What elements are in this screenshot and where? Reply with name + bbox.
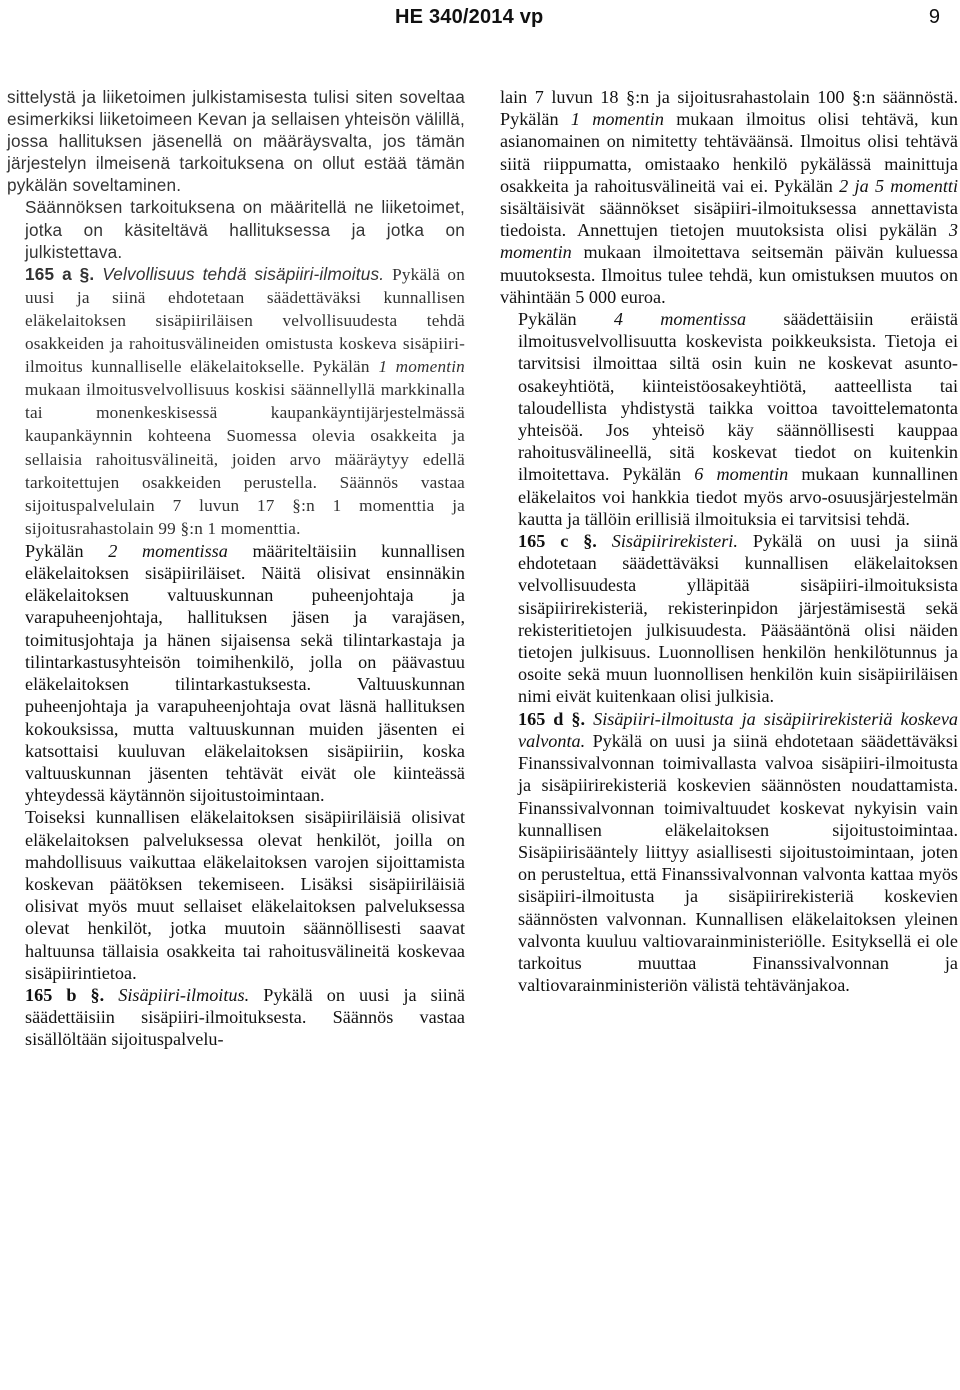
left-column — [7, 86, 465, 1051]
section-number: 165 a §. — [25, 263, 95, 284]
paragraph: Pykälän 4 momentissa säädettäisiin eräistä ilmoitusvelvollisuutta koskevista poikkeuksista. Tietoja ei tarvitsisi ilmoittaa siltä osin kuin ne koskevat asunto-osakeyhtiötä, kiinteistöosakeyhtiötä, aatteellista tai taloudellista yhdistystä taikka voittoa tavoittelematonta yhteisöä. Jos yhteisö käy säännöllisesti kauppaa rahoitusvälineellä, sitä koskevat tiedot on kuitenkin ilmoitettava. Pykälän 6 momentin mukaan kunnallinen eläkelaitos voi hankkia tiedot myös arvo-osuusjärjestelmän kautta ja tällöin erillisiä ilmoituksia ei tarvitsisi tehdä. — [518, 309, 959, 529]
section-number: 165 d §. — [518, 708, 586, 729]
section-number: 165 b §. — [25, 984, 105, 1005]
section-title: Sisäpiiri-ilmoitusta ja sisäpiirirekisteriä koskeva valvonta. — [518, 708, 958, 751]
paragraph: sittelystä ja liiketoimen julkistamisesta tulisi siten soveltaa esimerkiksi liiketoimeen Kevan ja sellaisen yhteisön välillä, jossa hallituksen jäsenellä on määräysvalta, jos tämän järjestelyn ilmeisenä tarkoituksena on ollut estää tämän pykälän soveltaminen. — [7, 87, 465, 196]
section-title: Sisäpiiri-ilmoitus. — [118, 984, 250, 1005]
paragraph: Säännöksen tarkoituksena on määritellä ne liiketoimet, jotka on käsiteltävä hallituksessa ja jotka on julkistettava. — [25, 197, 465, 262]
paragraph: lain 7 luvun 18 §:n ja sijoitusrahastolain 100 §:n säännöstä. Pykälän 1 momentin mukaan ilmoitus olisi tehtävä, kun asianomainen on nimitetty tehtäväänsä. Ilmoitus olisi tehtävä siitä riippumatta, omistaako henkilö pykälässä mainittuja osakkeita ja rahoitusvälineitä vai ei. Pykälän 2 ja 5 momentti sisältäisivät säännökset sisäpiiri-ilmoituksessa annettavista tiedoista. Annettujen tietojen muutoksista olisi pykälän 3 momentin mukaan ilmoitettava seitsemän päivän kuluessa muutoksesta. Ilmoitus tulee tehdä, kun omistuksen muutos on vähintään 5 000 euroa. — [500, 87, 959, 307]
section-165a: 165 a §. Velvollisuus tehdä sisäpiiri-ilmoitus. Pykälä on uusi ja siinä ehdotetaan säädettäväksi kunnallisen eläkelaitoksen sisäpiiriläisen velvollisuudesta tehdä osakkeiden ja rahoitusvälineiden omistusta koskeva sisäpiiri-ilmoitus kunnalliselle eläkelaitokselle. Pykälän 1 momentin mukaan ilmoitusvelvollisuus koskisi säännellyllä markkinalla tai monenkeskisessä kaupankäyntijärjestelmässä kaupankäynnin kohteena Suomessa olevia osakkeita ja sellaisia rahoitusvälineitä, joiden arvo määräytyy edellä tarkoitettujen osakkeiden perustella. Säännös vastaa sijoituspalvelulain 7 luvun 17 §:n 1 momenttia ja sijoitusrahastolain 99 §:n 1 momenttia. — [25, 263, 465, 538]
section-165b: 165 b §. Sisäpiiri-ilmoitus. Pykälä on uusi ja siinä säädettäisiin sisäpiiri-ilmoituksesta. Säännös vastaa sisällöltään sijoituspalvelu- — [25, 984, 465, 1050]
section-165d: 165 d §. Sisäpiiri-ilmoitusta ja sisäpiirirekisteriä koskeva valvonta. Pykälä on uusi ja siinä ehdotetaan säädettäväksi Finanssivalvonnan toimivallasta valvoa sisäpiiri-ilmoitusta ja sisäpiirirekisteriä koskevien säännösten noudattamista. Finanssivalvonnan toimivaltuudet koskevat nykyisin vain kunnallisen eläkelaitoksen sijoitustoimintaa. Sisäpiirisääntely liittyy asiallisesti sijoitustoimintaan, joten on perusteltua, että Finanssivalvonnan valvonta kattaa myös sisäpiiri-ilmoitusta ja sisäpiirirekisteriä koskevien säännösten valvonnan. Kunnallisen eläkelaitoksen yleinen valvonta kuuluu valtiovarainministeriölle. Esityksellä ei ole tarkoitus muuttaa Finanssivalvonnan ja valtiovarainministeriön välistä tehtävänjakoa. — [518, 708, 958, 996]
section-number: 165 c §. — [518, 531, 597, 552]
page-number: 9 — [928, 6, 940, 28]
right-column — [500, 86, 958, 996]
paragraph: Toiseksi kunnallisen eläkelaitoksen sisäpiiriläisiä olisivat eläkelaitoksen palveluksessa olevat henkilöt, joilla on mahdollisuus vaikuttaa eläkelaitoksen varojen sijoittamista koskevan päätöksen tekemiseen. Lisäksi sisäpiiriläisiä olisivat myös muut sellaiset eläkelaitoksen palveluksessa olevat henkilöt, jotka muutoin säännöllisesti saavat haltuunsa tällaisia osakkeita tai rahoitusvälineitä koskevaa sisäpiirintietoa. — [25, 807, 465, 983]
document-id: HE 340/2014 vp — [395, 6, 544, 28]
section-165c: 165 c §. Sisäpiirirekisteri. Pykälä on uusi ja siinä ehdotetaan säädettäväksi kunnallisen eläkelaitoksen velvollisuudesta ylläpitää sisäpiiri-ilmoituksista sisäpiirirekisteriä, rekisterinpidon järjestämisestä sekä rekisteritietojen julkisuudesta. Pääsääntönä olisi näiden tietojen julkisuus. Luonnollisen henkilön henkilötunnus ja osoite sekä muun luonnollisen henkilön kuin sisäpiiriläisen nimi eivät kuitenkaan olisi julkisia. — [518, 531, 958, 707]
page-header — [0, 6, 960, 36]
section-title: Sisäpiirirekisteri. — [611, 531, 738, 552]
paragraph: Pykälän 2 momentissa määriteltäisiin kunnallisen eläkelaitoksen sisäpiiriläiset. Näitä olisivat ensinnäkin eläkelaitoksen valtuuskunnan puheenjohtaja ja varapuheenjohtaja, hallituksen jäsen ja varajäsen, toimitusjohtaja ja hänen sijaisensa sekä tilintarkastaja ja tilintarkastusyhteisön toimihenkilö, jolla on päävastuu eläkelaitoksen tilintarkastuksesta. Valtuuskunnan puheenjohtaja ja varapuheenjohtaja ovat läsnä hallituksen kokouksissa, mutta valtuuskunnan muiden jäsenten ei katsottaisi kuuluvan eläkelaitoksen sisäpiiriin, koska valtuuskunnan jäsenten tehtävät eivät ole kiinteässä yhteydessä käytännön sijoitustoimintaan. — [25, 540, 466, 806]
section-title: Velvollisuus tehdä sisäpiiri-ilmoitus. — [102, 263, 385, 284]
